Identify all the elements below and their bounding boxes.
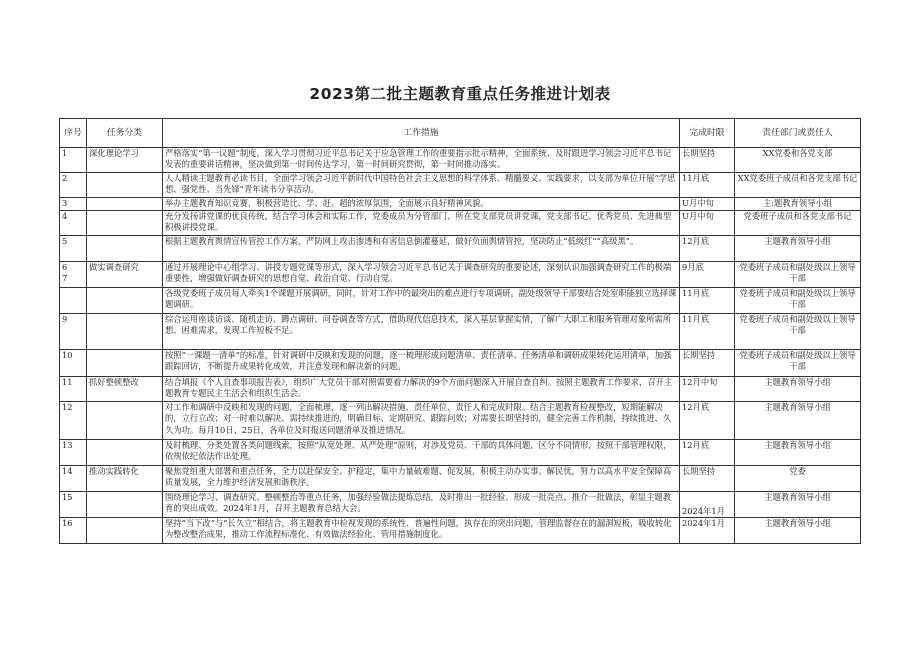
- row-measures: 结合填报《个人自查事项报告表》，组织广大党员干部对照需要着力解决的9个方面问题深入开展自查自纠。按照主题教育工作要求，召开主题教育专题民主生活会和组织生活会。: [163, 377, 680, 402]
- row-deadline: U月中旬: [680, 198, 735, 211]
- row-category: 深化理论学习: [87, 148, 163, 173]
- row-responsible: 主题教育领导小组: [735, 492, 861, 518]
- table-row: [60, 377, 861, 402]
- header-deadline: 完成时限: [680, 119, 735, 148]
- task-plan-table: [59, 118, 861, 544]
- table-row: [60, 518, 861, 544]
- row-measures: 各级党委班子成员每人牵头1个课题开展调研，同时，针对工作中的最突出的难点进行专项调研。副处级领导干部要结合处室职能独立选择课题调研。: [163, 288, 680, 314]
- row-category: 做实调查研究: [87, 262, 163, 288]
- row-measures: 坚持“当下改”与“长久立”相结合，将主题教育中检视发现的系统性、普遍性问题，执存在的突出问题，管理监督存在的漏洞短板，吸收转化为整改整治成果，推动工作流程标准化、有效做法经验化、管用措施制度化。: [163, 518, 680, 544]
- row-responsible: XX党委和各党支部: [735, 148, 861, 173]
- table-header-row: [60, 119, 861, 148]
- row-responsible: 党委: [735, 466, 861, 492]
- row-no: 11: [60, 377, 87, 402]
- row-deadline: 长期坚持: [680, 148, 735, 173]
- table-row: [60, 262, 861, 288]
- row-category: [87, 211, 163, 236]
- row-category: 推动实践转化: [87, 466, 163, 492]
- row-responsible: 主题教育领导小组: [735, 377, 861, 402]
- row-no: 2: [60, 173, 87, 198]
- row-category: [87, 198, 163, 211]
- table-row: [60, 402, 861, 440]
- row-deadline: 长期坚持: [680, 350, 735, 377]
- table-row: [60, 492, 861, 518]
- row-measures: 综合运用座谈访谈、随机走访、蹲点调研、问卷调查等方式，借助现代信息技术，深入基层掌握实情，了解广大职工和服务管理对象所需所想、困难需求，发现工作短板不足。: [163, 314, 680, 350]
- row-responsible: 主题教育领导小组: [735, 518, 861, 544]
- row-category: [87, 314, 163, 350]
- row-responsible: 党委班子成员和各党支部书记: [735, 211, 861, 236]
- row-deadline: 2024年1月: [680, 518, 735, 544]
- header-category: 任务分类: [87, 119, 163, 148]
- row-deadline: 12月底: [680, 440, 735, 466]
- row-deadline: 11月底: [680, 314, 735, 350]
- row-responsible: 党委班子成员和副处级以上领导干部: [735, 288, 861, 314]
- row-no: 10: [60, 350, 87, 377]
- row-measures: 人人精读主题教育必读书目，全面学习领会习近平新时代中国特色社会主义思想的科学体系、精髓要义、实践要求，以支部为单位开展“学思想、强党性、当先锋”青年读书分享活动。: [163, 173, 680, 198]
- table-row: [60, 173, 861, 198]
- row-responsible: 主题教育领导小组: [735, 236, 861, 262]
- row-no: 5: [60, 236, 87, 262]
- row-responsible: XX党委班子成员和各党支部书记: [735, 173, 861, 198]
- row-no: 6 7: [60, 262, 87, 288]
- row-no: 4: [60, 211, 87, 236]
- row-no: 3: [60, 198, 87, 211]
- row-no: 12: [60, 402, 87, 440]
- table-row: [60, 288, 861, 314]
- row-responsible: 主题教育领导小组: [735, 440, 861, 466]
- page-title: 2023第二批主题教育重点任务推进计划表: [309, 85, 611, 103]
- row-category: [87, 236, 163, 262]
- header-measures: 工作措施: [163, 119, 680, 148]
- row-measures: 围绕理论学习、调查研究、整顿整治等重点任务，加强经验做法提炼总结，及时推出一批经验、形成一批亮点、推介一批做法，彰显主题教育的突出成效。2024年1月，召开主题教育总结大会。: [163, 492, 680, 518]
- table-row: [60, 198, 861, 211]
- row-deadline: 12月底: [680, 236, 735, 262]
- row-measures: 及时梳理、分类处置各类问题线索，按照“从宽处理、从严处理”原则，对涉及党员、干部的具体问题，区分不同情形，按照干部管理权限，依规依纪依法作出处理。: [163, 440, 680, 466]
- row-deadline: 长期坚持: [680, 466, 735, 492]
- table-row: [60, 350, 861, 377]
- table-row: [60, 466, 861, 492]
- row-responsible: 党委班子成员和副处级以上领导干部: [735, 314, 861, 350]
- row-measures: 充分发扬讲党课的优良传统，结合学习体会和实际工作，党委成员为分管部门、所在党支部党员讲党课，党支部书记、优秀党员、先进典型积极讲授党课。: [163, 211, 680, 236]
- table-row: [60, 148, 861, 173]
- row-responsible: 主题教育领导小组: [735, 402, 861, 440]
- row-deadline: 12月中旬: [680, 377, 735, 402]
- table-row: [60, 211, 861, 236]
- row-no: 14: [60, 466, 87, 492]
- table-row: [60, 314, 861, 350]
- row-category: [87, 402, 163, 440]
- row-category: [87, 518, 163, 544]
- row-category: [87, 350, 163, 377]
- row-deadline: 9月底: [680, 262, 735, 288]
- row-responsible: 主:题教育领导小组: [735, 198, 861, 211]
- row-measures: 根据主题教育舆情宣传管控工作方案，严防网上攻击渗透和有害信息倒灌蔓延，做好负面舆情管控，坚决防止“低级红”“高级黑”。: [163, 236, 680, 262]
- row-measures: 举办主题教育知识竞赛，积极营造比、学、赶、超的浓厚氛围，全面展示良好精神风貌。: [163, 198, 680, 211]
- row-measures: 严格落实“第一议题”制度，深入学习贯彻习近平总书记关于应急管理工作的重要指示批示精神，全面系统、及时跟进学习领会习近平总书记发表的重要讲话精神，坚决做到第一时间传达学习，第一时间研究贯彻，第一时间推动落实。: [163, 148, 680, 173]
- row-responsible: 党委班子成员和副处级以上领导干部: [735, 262, 861, 288]
- row-responsible: 党委班子成员和副处级以上领导干部: [735, 350, 861, 377]
- row-no: 9: [60, 314, 87, 350]
- table-row: [60, 440, 861, 466]
- row-measures: 对工作和调研中反映和发现的问题，全面梳理，逐一列出解决措施、责任单位、责任人和完成时限。结合主题教育检视整改，短期能解决的，立行立改；对一时难以解决、需持续推进的，明确目标、定期研究、跟踪问效；对需要长期坚持的，健全完善工作机制，持续推进、久久为功。每月10日、25日，各单位及时报送问题清单及推进情况。: [163, 402, 680, 440]
- header-no: 序号: [60, 119, 87, 148]
- row-measures: 按照“一课题一清单”的标准，针对调研中反映和发现的问题，逐一梳理形成问题清单、责任清单、任务清单和调研成果转化运用清单，加强跟踪回访，不断提升成果转化成效，并注意发现和解决新的问题。: [163, 350, 680, 377]
- row-no: 1: [60, 148, 87, 173]
- row-no: 15: [60, 492, 87, 518]
- row-category: [87, 173, 163, 198]
- row-category: [87, 288, 163, 314]
- row-no: [60, 288, 87, 314]
- row-measures: 聚焦党组重大部署和重点任务，全力以赴保安全、护稳定，集中力量破难题、促发展，积极主动办实事、解民忧，努力以高水平安全保障高质量发展，全力维护经济发展和谐秩序。: [163, 466, 680, 492]
- table-row: [60, 236, 861, 262]
- row-deadline: 11月底: [680, 173, 735, 198]
- row-category: [87, 440, 163, 466]
- row-no: 16: [60, 518, 87, 544]
- row-deadline: U月中旬: [680, 211, 735, 236]
- row-deadline: 2024年1月: [680, 492, 735, 518]
- row-category: 抓好整顿整改: [87, 377, 163, 402]
- row-deadline: 11月底: [680, 288, 735, 314]
- row-category: [87, 492, 163, 518]
- header-responsible: 责任部门或责任人: [735, 119, 861, 148]
- row-no: 13: [60, 440, 87, 466]
- row-measures: 通过开展理论中心组学习、讲授专题党课等形式，深入学习领会习近平总书记关于调查研究的重要论述，深刻认识加强调查研究工作的极端重要性，增强做好调查研究的思想自觉、政治自觉、行动自觉。: [163, 262, 680, 288]
- row-deadline: 12月底: [680, 402, 735, 440]
